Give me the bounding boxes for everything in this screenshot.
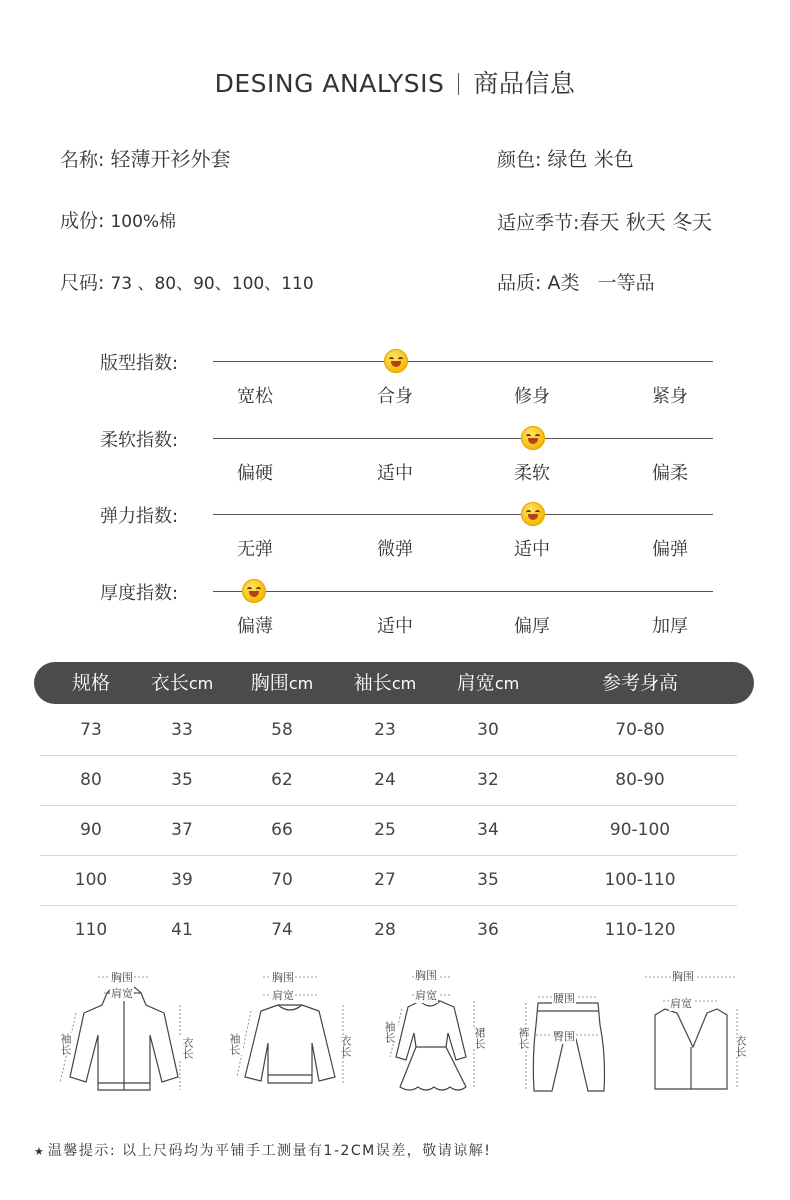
index-option: 偏弹	[652, 539, 688, 560]
info-material-value: 100%棉	[110, 212, 177, 232]
index-option: 适中	[377, 462, 413, 484]
info-name-value: 轻薄开衫外套	[110, 147, 231, 171]
table-cell: 62	[271, 770, 293, 790]
sweater-sleeve-label: 袖长	[225, 1033, 243, 1055]
header-text: 规格	[71, 672, 110, 694]
smiley-indicator-icon	[242, 579, 266, 603]
smiley-indicator-icon	[384, 349, 408, 373]
index-option: 偏硬	[237, 462, 273, 484]
dress-sleeve-label: 袖长	[380, 1021, 398, 1043]
footnote	[34, 1140, 491, 1160]
info-size-value: 73 、80、90、100、110	[110, 274, 314, 294]
table-cell: 90-100	[609, 820, 671, 840]
sweater-shoulder-label: 肩宽	[272, 989, 294, 1002]
dress-diagram	[378, 965, 493, 1100]
title-en: DESING ANALYSIS	[214, 69, 445, 98]
smiley-mouth	[528, 438, 538, 444]
title-cn: 商品信息	[473, 69, 576, 98]
smiley-indicator-icon	[521, 502, 545, 526]
jacket-shoulder-label: 肩宽	[111, 987, 133, 1000]
dress-length-label: 裙长	[470, 1027, 488, 1049]
info-quality-value: A类 一等品	[547, 272, 655, 294]
title-divider	[458, 73, 459, 95]
index-option: 偏厚	[514, 615, 550, 637]
header-unit: cm	[391, 674, 417, 693]
pants-length-label: 裤长	[514, 1027, 532, 1049]
dress-chest-label: 胸围	[415, 969, 437, 982]
table-cell: 100-110	[604, 870, 676, 890]
index-track	[213, 361, 713, 362]
info-season-label: 适应季节:	[497, 212, 580, 234]
vest-diagram	[637, 965, 752, 1100]
table-cell: 35	[477, 870, 499, 890]
header-text: 袖长	[353, 672, 392, 694]
index-option: 加厚	[652, 615, 688, 637]
smiley-mouth	[391, 361, 401, 367]
index-option: 合身	[377, 386, 413, 407]
table-cell: 39	[171, 870, 193, 890]
index-option: 修身	[514, 386, 550, 407]
info-color-value: 绿色 米色	[547, 147, 634, 171]
index-option: 适中	[377, 615, 413, 637]
index-track	[213, 438, 713, 439]
table-cell: 110-120	[604, 920, 676, 940]
table-cell: 58	[271, 720, 293, 740]
table-cell: 41	[171, 920, 193, 940]
table-cell: 28	[374, 920, 396, 940]
header-unit: cm	[288, 674, 314, 693]
header-text: 衣长	[150, 672, 189, 694]
info-size	[60, 268, 314, 295]
header-text: 参考身高	[601, 672, 678, 694]
table-row	[40, 705, 737, 756]
jacket-length-label: 衣长	[178, 1037, 196, 1059]
table-cell: 35	[171, 770, 193, 790]
index-track	[213, 514, 713, 515]
table-cell: 32	[477, 770, 499, 790]
table-cell: 100	[74, 870, 108, 890]
footnote-text: 温馨提示: 以上尺码均为平铺手工测量有1-2CM误差，敬请谅解!	[47, 1143, 492, 1159]
index-label: 弹力指数:	[100, 506, 179, 527]
index-option: 无弹	[237, 539, 273, 560]
table-header-cell	[428, 662, 548, 704]
table-row	[40, 855, 737, 906]
info-color	[497, 143, 634, 172]
table-cell: 70	[271, 870, 293, 890]
table-row	[40, 905, 737, 955]
info-material	[60, 206, 176, 233]
header-unit: cm	[188, 674, 214, 693]
info-quality	[497, 268, 655, 295]
info-season-value: 春天 秋天 冬天	[579, 210, 713, 234]
table-row	[40, 805, 737, 856]
table-cell: 25	[374, 820, 396, 840]
table-cell: 36	[477, 920, 499, 940]
info-name	[60, 143, 230, 172]
table-header-cell	[580, 662, 700, 704]
smiley-mouth	[528, 514, 538, 520]
sweater-chest-label: 胸围	[272, 971, 294, 984]
index-track	[213, 591, 713, 592]
table-cell: 73	[80, 720, 102, 740]
header-unit: cm	[494, 674, 520, 693]
table-cell: 23	[374, 720, 396, 740]
table-cell: 24	[374, 770, 396, 790]
vest-chest-label: 胸围	[672, 970, 694, 983]
table-cell: 70-80	[615, 720, 665, 740]
jacket-sleeve-label: 袖长	[56, 1033, 74, 1055]
info-color-label: 颜色:	[497, 149, 542, 171]
jacket-chest-label: 胸围	[111, 971, 133, 984]
sweater-diagram	[223, 965, 358, 1100]
table-cell: 80-90	[615, 770, 665, 790]
header-text: 胸围	[250, 672, 289, 694]
smiley-indicator-icon	[521, 426, 545, 450]
index-option: 柔软	[514, 462, 550, 484]
table-cell: 27	[374, 870, 396, 890]
sweater-length-label: 衣长	[336, 1035, 354, 1057]
info-size-label: 尺码:	[60, 272, 105, 294]
table-cell: 74	[271, 920, 293, 940]
table-cell: 33	[171, 720, 193, 740]
table-header-cell	[325, 662, 445, 704]
pants-waist-label: 腰围	[553, 992, 575, 1005]
dress-shoulder-label: 肩宽	[415, 989, 437, 1002]
vest-shoulder-label: 肩宽	[670, 997, 692, 1010]
info-name-label: 名称:	[60, 149, 105, 171]
index-option: 偏柔	[652, 462, 688, 484]
index-option: 微弹	[377, 539, 413, 560]
page-title	[0, 64, 790, 100]
jacket-diagram	[52, 965, 197, 1100]
index-label: 柔软指数:	[100, 429, 179, 451]
table-cell: 90	[80, 820, 102, 840]
sweater-outline-icon	[223, 965, 358, 1100]
pants-hip-label: 臀围	[553, 1030, 575, 1043]
index-option: 适中	[514, 539, 550, 560]
header-text: 肩宽	[456, 672, 495, 694]
vest-outline-icon	[637, 965, 752, 1100]
table-cell: 37	[171, 820, 193, 840]
pants-diagram	[512, 965, 612, 1100]
index-label: 版型指数:	[100, 353, 179, 374]
index-label: 厚度指数:	[100, 582, 179, 604]
table-cell: 66	[271, 820, 293, 840]
table-cell: 110	[74, 920, 108, 940]
table-header-cell	[222, 662, 342, 704]
size-table-header	[34, 662, 754, 704]
index-option: 宽松	[237, 386, 273, 407]
table-row	[40, 755, 737, 806]
table-cell: 80	[80, 770, 102, 790]
star-icon: ★	[34, 1145, 44, 1158]
table-cell: 30	[477, 720, 499, 740]
vest-length-label: 衣长	[731, 1035, 749, 1057]
index-option: 紧身	[652, 386, 688, 407]
smiley-mouth	[249, 591, 259, 597]
index-option: 偏薄	[237, 615, 273, 637]
info-season	[497, 206, 712, 235]
table-cell: 34	[477, 820, 499, 840]
info-quality-label: 品质:	[497, 272, 542, 294]
info-material-label: 成份:	[60, 210, 105, 232]
